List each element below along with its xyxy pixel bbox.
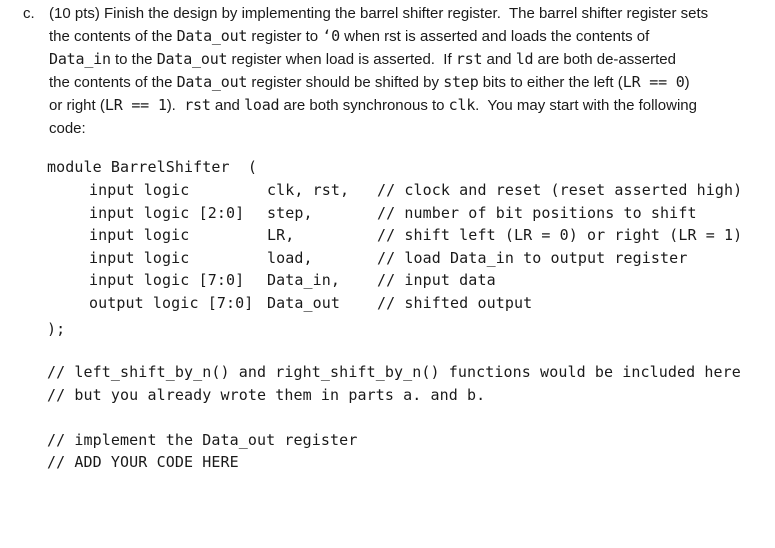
code-term: load <box>244 96 280 114</box>
text-run: to the <box>110 51 157 68</box>
port-comment: // input data <box>377 271 496 289</box>
text-run: ) <box>684 74 690 91</box>
port-decl: input logic [7:0] <box>89 271 245 289</box>
code-term: ld <box>515 50 534 68</box>
code-comment: // implement the Data_out register <box>47 431 358 449</box>
text-run: bits to either the left ( <box>478 74 623 91</box>
text-run: the contents of the <box>49 74 177 91</box>
port-comment: // shift left (LR = 0) or right (LR = 1) <box>377 226 743 244</box>
port-name: Data_in, <box>267 271 341 289</box>
port-comment: // number of bit positions to shift <box>377 204 697 222</box>
code-term: Data_in <box>49 50 111 68</box>
code-term: clk <box>448 96 476 114</box>
port-comment: // clock and reset (reset asserted high) <box>377 181 743 199</box>
code-comment: // left_shift_by_n() and right_shift_by_n() functions would be included here <box>47 363 741 381</box>
text-run: and <box>210 97 245 114</box>
port-decl: input logic <box>89 181 190 199</box>
code-term: ‘0 <box>322 27 340 45</box>
text-run: register when load is asserted. If <box>227 51 456 68</box>
question-label: c. <box>23 5 35 22</box>
text-run: code: <box>49 120 86 137</box>
port-comment: // load Data_in to output register <box>377 249 688 267</box>
text-run: when rst is asserted and loads the contents of <box>339 28 650 45</box>
port-comment: // shifted output <box>377 294 533 312</box>
text-run: the contents of the <box>49 28 177 45</box>
port-name: Data_out <box>267 294 341 312</box>
question-line <box>49 94 697 117</box>
port-decl: input logic <box>89 249 190 267</box>
port-name: step, <box>267 204 313 222</box>
text-run: or right ( <box>49 97 105 114</box>
module-close: ); <box>47 320 66 338</box>
port-name: LR, <box>267 226 295 244</box>
question-line <box>49 25 649 48</box>
code-term: LR == 1 <box>104 96 167 114</box>
question-line <box>49 48 676 71</box>
text-run: . You may start with the following <box>475 97 697 114</box>
text-run: (10 pts) Finish the design by implementing the barrel shifter register. The barrel shifter register sets <box>49 5 709 22</box>
code-term: LR == 0 <box>622 73 685 91</box>
text-run: are both synchronous to <box>279 97 449 114</box>
code-term: Data_out <box>176 73 248 91</box>
port-name: load, <box>267 249 313 267</box>
question-line <box>49 2 708 25</box>
code-term: Data_out <box>156 50 228 68</box>
code-term: step <box>443 73 479 91</box>
text-run: and <box>482 51 516 68</box>
code-term: Data_out <box>176 27 248 45</box>
text-run: are both de-asserted <box>533 51 676 68</box>
question-line <box>49 117 86 140</box>
question-line <box>49 71 690 94</box>
code-comment: // but you already wrote them in parts a. and b. <box>47 386 486 404</box>
text-run: ). <box>166 97 185 114</box>
port-decl: output logic [7:0] <box>89 294 254 312</box>
text-run: register to <box>247 28 323 45</box>
code-comment: // ADD YOUR CODE HERE <box>47 453 239 471</box>
code-term: rst <box>184 96 211 114</box>
code-term: rst <box>455 50 483 68</box>
module-header: module BarrelShifter ( <box>47 158 258 176</box>
text-run: register should be shifted by <box>247 74 444 91</box>
port-decl: input logic [2:0] <box>89 204 245 222</box>
port-name: clk, rst, <box>267 181 350 199</box>
port-decl: input logic <box>89 226 190 244</box>
